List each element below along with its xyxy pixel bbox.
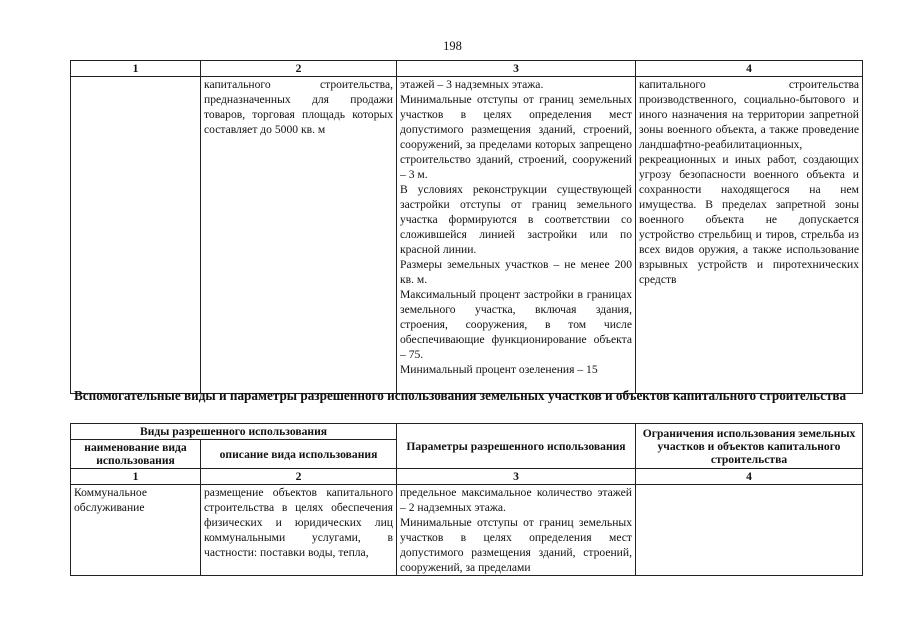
col-number-1: 1	[71, 61, 201, 77]
auxiliary-uses-table	[70, 423, 863, 576]
header-use-description: описание вида использования	[201, 440, 397, 469]
header-parameters: Параметры разрешенного использования	[397, 424, 636, 469]
parameter-line: Минимальные отступы от границ земельных участков в целях определения мест допустимого размещения зданий, строений, сооружений, за пределами	[400, 516, 632, 574]
cell-use-name	[71, 77, 201, 394]
header-restrictions: Ограничения использования земельных участков и объектов капитального строительства	[636, 424, 863, 469]
cell-restrictions	[636, 77, 863, 394]
cell-restrictions	[636, 485, 863, 576]
cell-use-description	[201, 77, 397, 394]
parameter-line: Максимальный процент застройки в границах земельного участка, включая здания, строения, сооружения, в том числе обеспечивающие функционирование объекта – 75.	[400, 288, 632, 361]
col-number-3: 3	[397, 61, 636, 77]
parameter-line: Минимальный процент озеленения – 15	[400, 363, 598, 376]
column-number-row	[71, 469, 863, 485]
parameter-line: Минимальные отступы от границ земельных участков в целях определения мест допустимого размещения зданий, строений, сооружений, за пределами которых запрещено строительство зданий, строений, сооружений – 3 м.	[400, 93, 632, 181]
header-use-name: наименование вида использования	[71, 440, 201, 469]
page-number: 198	[443, 39, 462, 53]
use-description-text: капитального строительства, предназначенных для продажи товаров, торговая площадь которых составляет до 5000 кв. м	[204, 78, 393, 136]
section-title: Вспомогательные виды и параметры разрешенного использования земельных участков и объектов капитального строительства	[74, 388, 847, 403]
column-number-row	[71, 61, 863, 77]
cell-parameters	[397, 485, 636, 576]
main-table-continued	[70, 60, 863, 394]
col-number-1: 1	[71, 469, 201, 485]
restrictions-text: капитального строительства производственного, социально-бытового и иного назначения на территории запретной зоны военного объекта, а также проведение ландшафтно-реабилитационных, рекреационных и иных работ, создающих угрозу безопасности военного объекта и сохранности находящегося на нем имущества. В пределах запретной зоны военного объекта не допускается устройство стрельбищ и тиров, стрельба из всех видов оружия, а также использование взрывных устройств и пиротехнических средств	[639, 78, 859, 286]
col-number-4: 4	[636, 469, 863, 485]
cell-use-description	[201, 485, 397, 576]
col-number-2: 2	[201, 469, 397, 485]
parameter-line: Размеры земельных участков – не менее 200 кв. м.	[400, 258, 632, 286]
col-number-2: 2	[201, 61, 397, 77]
header-group-kinds: Виды разрешенного использования	[71, 424, 397, 440]
parameter-line: этажей – 3 надземных этажа.	[400, 78, 544, 91]
parameter-line: В условиях реконструкции существующей застройки отступы от границ земельного участка формируются в соответствии со сложившейся линией застройки или по красной линии.	[400, 183, 632, 256]
col-number-4: 4	[636, 61, 863, 77]
cell-use-name: Коммунальное обслуживание	[71, 485, 201, 576]
col-number-3: 3	[397, 469, 636, 485]
cell-parameters	[397, 77, 636, 394]
use-description-text: размещение объектов капитального строительства в целях обеспечения физических и юридических лиц коммунальными услугами, в частности: поставки воды, тепла,	[204, 486, 393, 559]
parameter-line: предельное максимальное количество этажей – 2 надземных этажа.	[400, 486, 632, 514]
header-row-1	[71, 424, 863, 440]
table-row	[71, 485, 863, 576]
table-row	[71, 77, 863, 394]
